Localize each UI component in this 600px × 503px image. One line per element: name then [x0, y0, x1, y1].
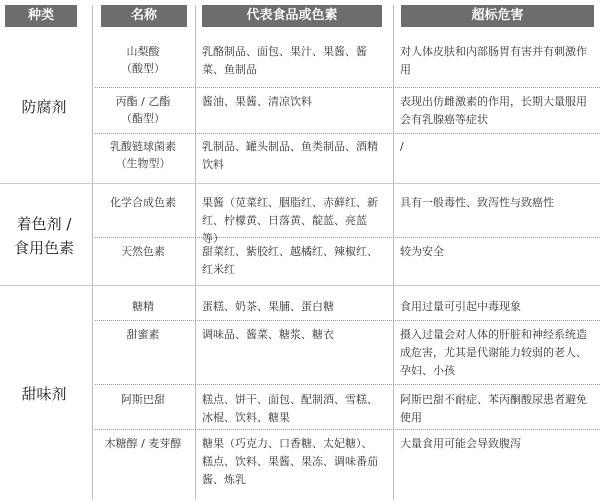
header-harm: 超标危害: [401, 5, 594, 27]
row-divider: [95, 429, 600, 430]
additive-name: 丙酯 / 乙酯 （酯型）: [115, 95, 171, 125]
additive-name: 糖精: [132, 300, 154, 313]
category-preservative: 防腐剂: [21, 97, 67, 116]
representative-foods: 甜菜红、紫胶红、越橘红、辣椒红、红米红: [202, 245, 378, 276]
excess-harm: 较为安全: [400, 245, 444, 258]
column-divider: [92, 5, 93, 500]
representative-foods: 调味品、酱菜、糖浆、糖衣: [202, 328, 334, 341]
additive-name: 甜蜜素: [126, 328, 160, 341]
category-colorant: 着色剂 / 食用色素: [13, 214, 74, 257]
row-divider: [95, 384, 600, 385]
additive-name: 山梨酸 （酸型）: [121, 45, 165, 75]
excess-harm: 对人体皮肤和内部肠胃有害并有刺激作用: [400, 45, 587, 76]
representative-foods: 糖果（巧克力、口香糖、太妃糖）、糕点、饮料、果酱、果冻、调味番茄酱、炼乳: [202, 437, 378, 486]
column-divider: [393, 5, 394, 500]
representative-foods: 糕点、饼干、面包、配制酒、雪糕、冰棍、饮料、糖果: [202, 393, 378, 424]
group-divider: [0, 285, 600, 286]
representative-foods: 乳酪制品、面包、果汁、果酱、酱菜、鱼制品: [202, 45, 367, 76]
column-divider: [195, 5, 196, 500]
row-divider: [95, 133, 600, 134]
excess-harm: 摄入过量会对人体的肝脏和神经系统造成危害，尤其是代谢能力较弱的老人、孕妇、小孩: [400, 328, 587, 377]
additive-name: 天然色素: [121, 245, 165, 258]
group-divider: [0, 183, 600, 184]
representative-foods: 乳制品、罐头制品、鱼类制品、酒精饮料: [202, 140, 378, 171]
excess-harm: 食用过量可引起中毒现象: [400, 300, 521, 313]
header-name: 名称: [101, 5, 187, 27]
row-divider: [95, 87, 600, 88]
representative-foods: 蛋糕、奶茶、果脯、蛋白糖: [202, 300, 334, 313]
additive-name: 乳酸链球菌素 （生物型）: [110, 140, 176, 170]
excess-harm: 表现出仿雌激素的作用，长期大量服用会有乳腺癌等症状: [400, 95, 587, 126]
header-category: 种类: [5, 5, 77, 27]
representative-foods: 酱油、果酱、清凉饮料: [202, 95, 312, 108]
excess-harm: 大量食用可能会导致腹泻: [400, 437, 521, 450]
excess-harm: /: [400, 140, 404, 153]
excess-harm: 具有一般毒性、致泻性与致癌性: [400, 196, 554, 209]
representative-foods: 果酱（苋菜红、胭脂红、赤藓红、新红、柠檬黄、日落黄、靛蓝、亮蓝等）: [202, 196, 378, 245]
excess-harm: 阿斯巴甜不耐症、苯丙酮酸尿患者避免使用: [400, 393, 587, 424]
category-sweetener: 甜味剂: [21, 385, 67, 403]
header-foods: 代表食品或色素: [202, 5, 382, 27]
additive-name: 阿斯巴甜: [121, 393, 165, 406]
additive-name: 化学合成色素: [110, 196, 176, 209]
additive-name: 木糖醇 / 麦芽醇: [104, 437, 182, 450]
row-divider: [95, 320, 600, 321]
